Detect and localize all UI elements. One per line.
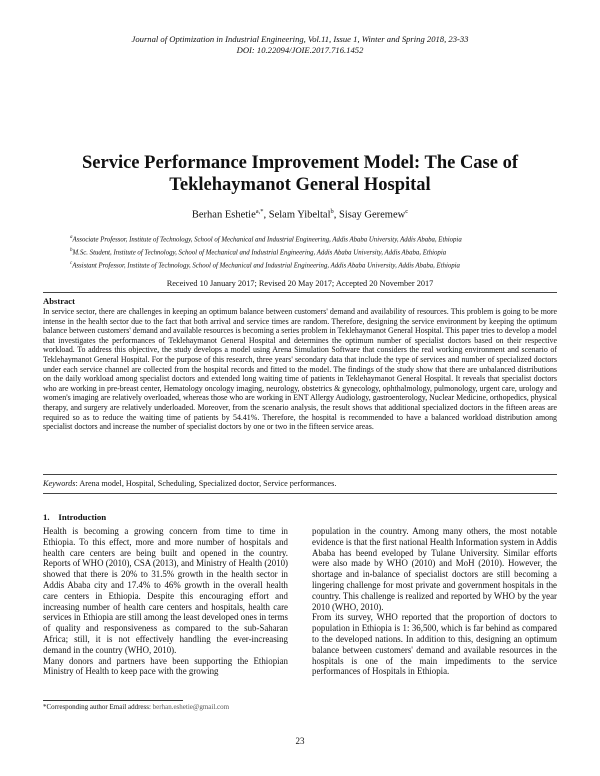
footnote-label: *Corresponding author Email address:: [43, 703, 153, 711]
affiliation: [70, 247, 550, 257]
affiliation: [70, 260, 550, 270]
author-mark: a,*: [255, 208, 264, 215]
keywords-label: Keywords: [43, 479, 76, 488]
received-dates: Received 10 January 2017; Revised 20 May 2017; Accepted 20 November 2017: [166, 279, 434, 288]
section-heading-introduction: 1. Introduction: [43, 512, 107, 522]
author-list: [0, 208, 600, 221]
keywords: [43, 479, 557, 488]
right-column: [312, 526, 557, 677]
author-separator: ,: [333, 209, 339, 221]
affiliation-text: M.Sc. Student, Institute of Technology, School of Mechanical and Industrial Engineering, Addis Ababa University, Addis Ababa, Ethiopia: [72, 249, 447, 257]
affiliation: [70, 234, 550, 244]
keywords-text: : Arena model, Hospital, Scheduling, Specialized doctor, Service performances.: [75, 479, 337, 488]
abstract-text: In service sector, there are challenges in keeping an optimum balance between customers' demand and availability of resources. This problem is going to be more intense in the health sector due to the fact that both arrival and service times are random. Therefore, designing the service environment by keeping the optimum balance between customers' demand and available resources is becoming a series problem in Teklehaymanot General Hospital. This paper tries to develop a model that investigates the performances of Teklehaymanot General Hospital and determines the optimum number of specialist doctors based on their respective workload. To address this objective, the study develops a model using Arena Simulation Software that considers the real working environment and scenario of Teklehaymanot General Hospital. For the purpose of this research, three years' secondary data that include the type of services and number of specialized doctors under each service channel are collected from the hospital records and fitted to the model. The findings of the study show that there are unbalanced distributions on the daily workload among specialist doctors and extended long waiting time of patients in Teklehaymanot General Hospital. It reveals that specialist doctors who are working in pre-breast center, Hematology oncology imaging, neurology, obstetrics & gynecology, ophthalmology, pulmonology, urgent care, urology and women's imaging are relatively overloaded, whereas those who are working in ENT Allergy Audiology, gastroenterology, Nuclear Medicine, orthopedics, physical therapy, and surgery are relatively underloaded. Moreover, from the scenario analysis, the result shows that additional specialized doctors in the fifteen areas are required so as to reduce the waiting time of patients by 54.41%. Therefore, the hospital is recommended to have a balanced workload distribution among specialist doctors and increase the number of specialist doctors by one or two in the fifteen service areas.: [43, 307, 557, 432]
journal-header: [0, 34, 600, 55]
doi: DOI: 10.22094/JOIE.2017.716.1452: [236, 44, 364, 55]
divider: [43, 474, 557, 475]
affiliation-text: Assistant Professor, Institute of Technology, School of Mechanical and Industrial Engineering, Addis Ababa University, Addis Ababa, Ethiopia: [72, 262, 460, 270]
journal-citation: Journal of Optimization in Industrial Engineering, Vol.11, Issue 1, Winter and Spring 2018, 23-33: [131, 34, 469, 44]
page-number: 23: [295, 736, 305, 746]
paper-title: Service Performance Improvement Model: The Case of Teklehaymanot General Hospital: [82, 153, 518, 195]
author-mark: b: [330, 208, 334, 215]
paragraph: From its survey, WHO reported that the proportion of doctors to population in Ethiopia is 1: 36,500, which is far behind as compared to the developed nations. In addition to this, designing an optimum balance between customers' demand and available resources in the hospitals is one of the main impediments to the service performances of Hospitals in Ethiopia.: [312, 612, 557, 677]
author-name: Sisay Geremew: [339, 209, 406, 221]
author-mark: c: [405, 208, 409, 215]
author-separator: ,: [263, 209, 269, 221]
author-name: Berhan Eshetie: [191, 209, 256, 221]
affiliation-text: Associate Professor, Institute of Technology, School of Mechanical and Industrial Engineering, Addis Ababa University, Addis Ababa, Ethiopia: [72, 236, 462, 244]
author-name: Selam Yibeltal: [268, 209, 331, 221]
paragraph: Many donors and partners have been supporting the Ethiopian Ministry of Health to keep pace with the growing: [43, 655, 288, 677]
divider: [43, 493, 557, 494]
email-link[interactable]: berhan.eshetie@gmail.com: [152, 703, 230, 711]
footnote-rule: [43, 700, 183, 701]
paragraph: Health is becoming a growing concern from time to time in Ethiopia. To this effect, more and more number of hospitals and health care centers are being built and opened in the country. Reports of WHO (2010), CSA (2013), and Ministry of Health (2010) showed that there is 20% to 31.5% growth in the health sector in Addis Ababa city and 17.4% to 46% growth in the overall health care centers in Ethiopia. Despite this encouraging effort and increasing number of health care centers and hospitals, health care services in Ethiopia are still among the least developed ones in terms of quality and responsiveness as compared to the sub-Saharan Africa; still, it is not effectively handling the ever-increasing demand in the country (WHO, 2010).: [43, 526, 288, 655]
abstract-heading: Abstract: [43, 296, 75, 306]
affiliation-mark: b: [70, 248, 73, 253]
affiliation-mark: a: [70, 235, 73, 240]
footnote: [43, 703, 229, 711]
affiliation-mark: c: [70, 261, 73, 266]
left-column: [43, 526, 288, 677]
divider: [43, 292, 557, 293]
paragraph: population in the country. Among many others, the most notable evidence is that the first national Health Information system in Addis Ababa has beend eveloped by Tulane University. Similar efforts were also made by WHO (2010) and MoH (2010). However, the shortage and in-balance of specialist doctors are still becoming a lingering challenge for most private and government hospitals in the country. This challenge is realized and reported by WHO by the year 2010 (WHO, 2010).: [312, 526, 557, 612]
